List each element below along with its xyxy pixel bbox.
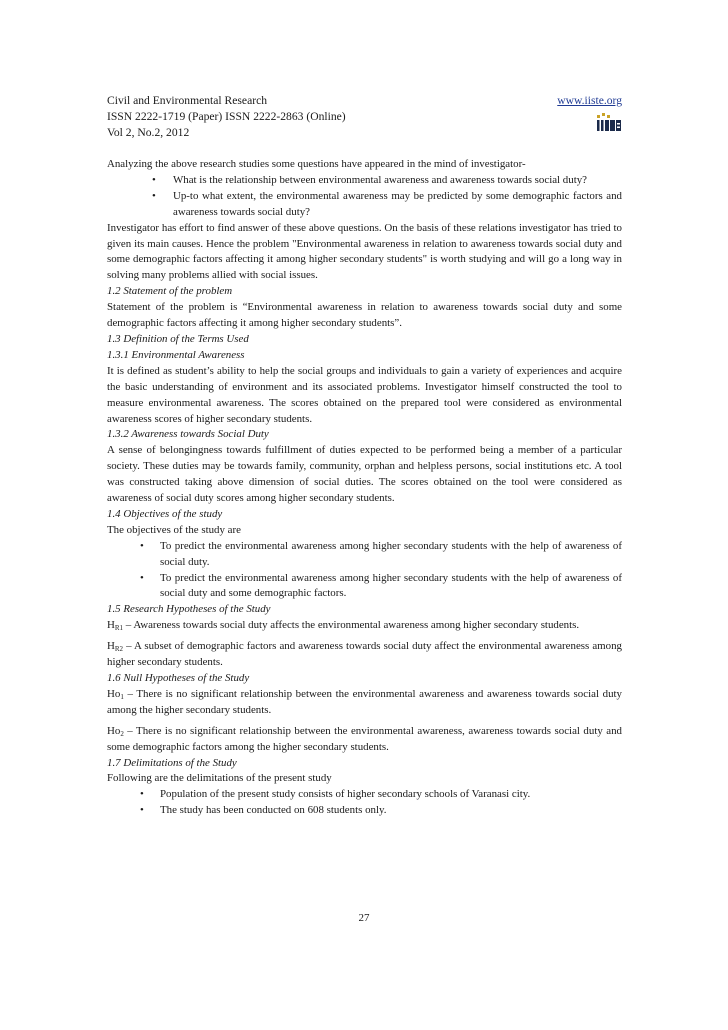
article-body [107, 157, 622, 819]
hypothesis-r1: $H_{R1}$ – Awareness towards social duty affects the environmental awareness among higher secondary students. [107, 619, 580, 633]
section-heading-1-5: 1.5 Research Hypotheses of the Study [107, 603, 271, 616]
section-heading-1-3: 1.3 Definition of the Terms Used [107, 332, 249, 345]
bullet-icon: • [152, 189, 156, 202]
null-hypothesis-2: $Ho_2$ – There is no significant relationship between the environmental awareness, awareness towards social duty and some demographic factors among the higher secondary students. [107, 724, 622, 753]
page-number: 27 [358, 912, 370, 924]
journal-issn: ISSN 2222-1719 (Paper) ISSN 2222-2863 (Online) [107, 109, 346, 123]
delimitations-list [107, 787, 622, 819]
objective-item: • To predict the environmental awareness among higher secondary students with the help of awareness of social duty and some demographic factors. [140, 571, 622, 600]
journal-url-link[interactable]: www.iiste.org [557, 94, 622, 107]
hypothesis-r2: $H_{R2}$ – A subset of demographic factors and awareness towards social duty affect the environmental awareness among higher secondary students. [107, 640, 622, 669]
journal-volume: Vol 2, No.2, 2012 [107, 125, 190, 139]
delimitations-intro: Following are the delimitations of the present study [107, 772, 332, 785]
section-heading-1-3-1: 1.3.1 Environmental Awareness [107, 348, 245, 361]
delimitation-item: • The study has been conducted on 608 students only. [107, 803, 622, 819]
bullet-icon: • [140, 571, 144, 584]
section-heading-1-7: 1.7 Delimitations of the Study [107, 756, 237, 769]
bullet-icon: • [140, 788, 144, 801]
section-heading-1-6: 1.6 Null Hypotheses of the Study [107, 672, 250, 684]
bullet-icon: • [140, 804, 144, 817]
question-list [107, 173, 622, 221]
statement-paragraph: Statement of the problem is “Environmental awareness in relation to awareness towards social duty and some demographic factors affecting it among higher secondary students”. [107, 301, 622, 330]
bullet-icon: • [140, 539, 144, 552]
question-item: • What is the relationship between environmental awareness and awareness towards social duty? [107, 173, 622, 189]
journal-header [107, 93, 622, 140]
intro-paragraph: Analyzing the above research studies some questions have appeared in the mind of investigator- [107, 158, 526, 170]
question-item: • Up-to what extent, the environmental awareness may be predicted by some demographic factors and awareness towards social duty? [152, 189, 622, 218]
effort-paragraph: Investigator has effort to find answer of these above questions. On the basis of these relations investigator has tried to given its main causes. Hence the problem "Environmental awareness in relation to awareness towards social duty and some demographic factors affecting it among higher secondary students" is worth studying and will go a long way in solving many problems allied with social issues. [107, 221, 622, 282]
delimitation-item: • Population of the present study consists of higher secondary schools of Varanasi city. [107, 787, 622, 803]
journal-title: Civil and Environmental Research [107, 94, 268, 107]
bullet-icon: • [152, 173, 156, 186]
section-heading-1-4: 1.4 Objectives of the study [107, 507, 223, 520]
objectives-list [107, 539, 622, 603]
iiste-logo-icon [596, 112, 622, 132]
null-hypothesis-1: $Ho_1$ – There is no significant relationship between the environmental awareness and awareness towards social duty among the higher secondary students. [107, 687, 622, 716]
objectives-intro: The objectives of the study are [107, 523, 241, 536]
environmental-awareness-paragraph: It is defined as student’s ability to help the social groups and individuals to gain a variety of experiences and acquire the basic understanding of environment and its associated problems. Investigator himself constructed the tool to measure environmental awareness. The scores obtained on the prepared tool were considered as environmental awareness scores of higher secondary students. [107, 364, 622, 425]
section-heading-1-2: 1.2 Statement of the problem [107, 285, 233, 298]
objective-item: • To predict the environmental awareness among higher secondary students with the help of awareness of social duty. [140, 539, 622, 568]
section-heading-1-3-2: 1.3.2 Awareness towards Social Duty [107, 428, 269, 441]
social-duty-paragraph: A sense of belongingness towards fulfillment of duties expected to be performed being a member of a particular society. These duties may be towards family, community, orphan and helpless persons, social institutions etc. A tool was constructed taking above dimension of social duties. The scores obtained on the tool were considered as awareness of social duty scores among higher secondary students. [107, 444, 622, 505]
